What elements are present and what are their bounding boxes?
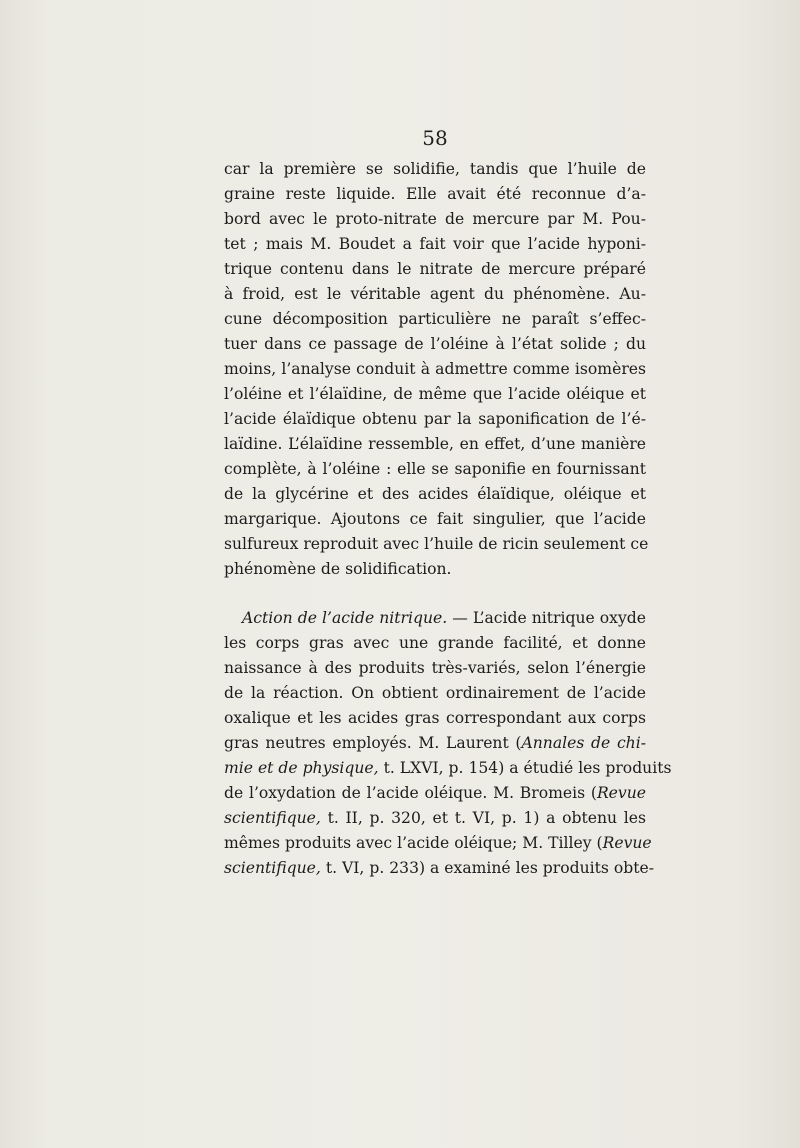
text-line: laïdine. L’élaïdine ressemble, en effet, d’une manière	[224, 435, 646, 453]
text-line: de la glycérine et des acides élaïdique, oléique et	[224, 485, 646, 503]
citation-title: scientifique,	[224, 809, 321, 827]
em-dash: —	[447, 609, 473, 627]
text-line	[224, 731, 646, 756]
text-line: sulfureux reproduit avec l’huile de ricin seulement ce	[224, 535, 649, 553]
text-fragment: mêmes produits avec l’acide oléique; M. Tilley (	[224, 834, 603, 852]
text-fragment: gras neutres employés. M. Laurent (	[224, 734, 522, 752]
citation-title: Annales de chi-	[521, 734, 646, 752]
text-line	[224, 806, 646, 831]
text-line: phénomène de solidification.	[224, 560, 452, 578]
text-line	[242, 606, 646, 631]
text-fragment: t. LXVI, p. 154) a étudié les produits	[378, 759, 672, 777]
text-fragment: L’acide nitrique oxyde	[472, 609, 646, 627]
text-line: l’acide élaïdique obtenu par la saponification de l’é-	[224, 410, 646, 428]
text-line: cune décomposition particulière ne paraît s’effec-	[224, 310, 646, 328]
text-line: à froid, est le véritable agent du phénomène. Au-	[224, 285, 646, 303]
text-line: complète, à l’oléine : elle se saponifie en fournissant	[224, 460, 646, 478]
text-line: bord avec le proto-nitrate de mercure par M. Pou-	[224, 210, 646, 228]
text-line: tuer dans ce passage de l’oléine à l’état solide ; du	[224, 335, 646, 353]
section-heading: Action de l’acide nitrique.	[242, 609, 448, 627]
text-fragment: t. II, p. 320, et t. VI, p. 1) a obtenu les	[320, 809, 646, 827]
text-line: oxalique et les acides gras correspondant aux corps	[224, 709, 646, 727]
text-line: car la première se solidifie, tandis que l’huile de	[224, 160, 646, 178]
citation-title: scientifique,	[224, 859, 321, 877]
text-line: moins, l’analyse conduit à admettre comme isomères	[224, 360, 646, 378]
text-line: naissance à des produits très-variés, selon l’énergie	[224, 659, 646, 677]
text-line	[224, 856, 654, 881]
text-fragment: de l’oxydation de l’acide oléique. M. Bromeis (	[224, 784, 597, 802]
text-line: graine reste liquide. Elle avait été reconnue d’a-	[224, 185, 646, 203]
text-line	[224, 756, 672, 781]
citation-title: mie et de physique,	[224, 759, 379, 777]
text-line: margarique. Ajoutons ce fait singulier, que l’acide	[224, 510, 646, 528]
page-number: 58	[422, 126, 448, 150]
text-line: tet ; mais M. Boudet a fait voir que l’acide hyponi-	[224, 235, 646, 253]
citation-title: Revue	[602, 834, 652, 852]
text-line: l’oléine et l’élaïdine, de même que l’acide oléique et	[224, 385, 646, 403]
text-fragment: t. VI, p. 233) a examiné les produits obte-	[320, 859, 654, 877]
text-line	[224, 831, 652, 856]
text-line: les corps gras avec une grande facilité, et donne	[224, 634, 646, 652]
citation-title: Revue	[596, 784, 646, 802]
text-line	[224, 781, 646, 806]
text-line: trique contenu dans le nitrate de mercure préparé	[224, 260, 646, 278]
text-line: de la réaction. On obtient ordinairement de l’acide	[224, 684, 646, 702]
